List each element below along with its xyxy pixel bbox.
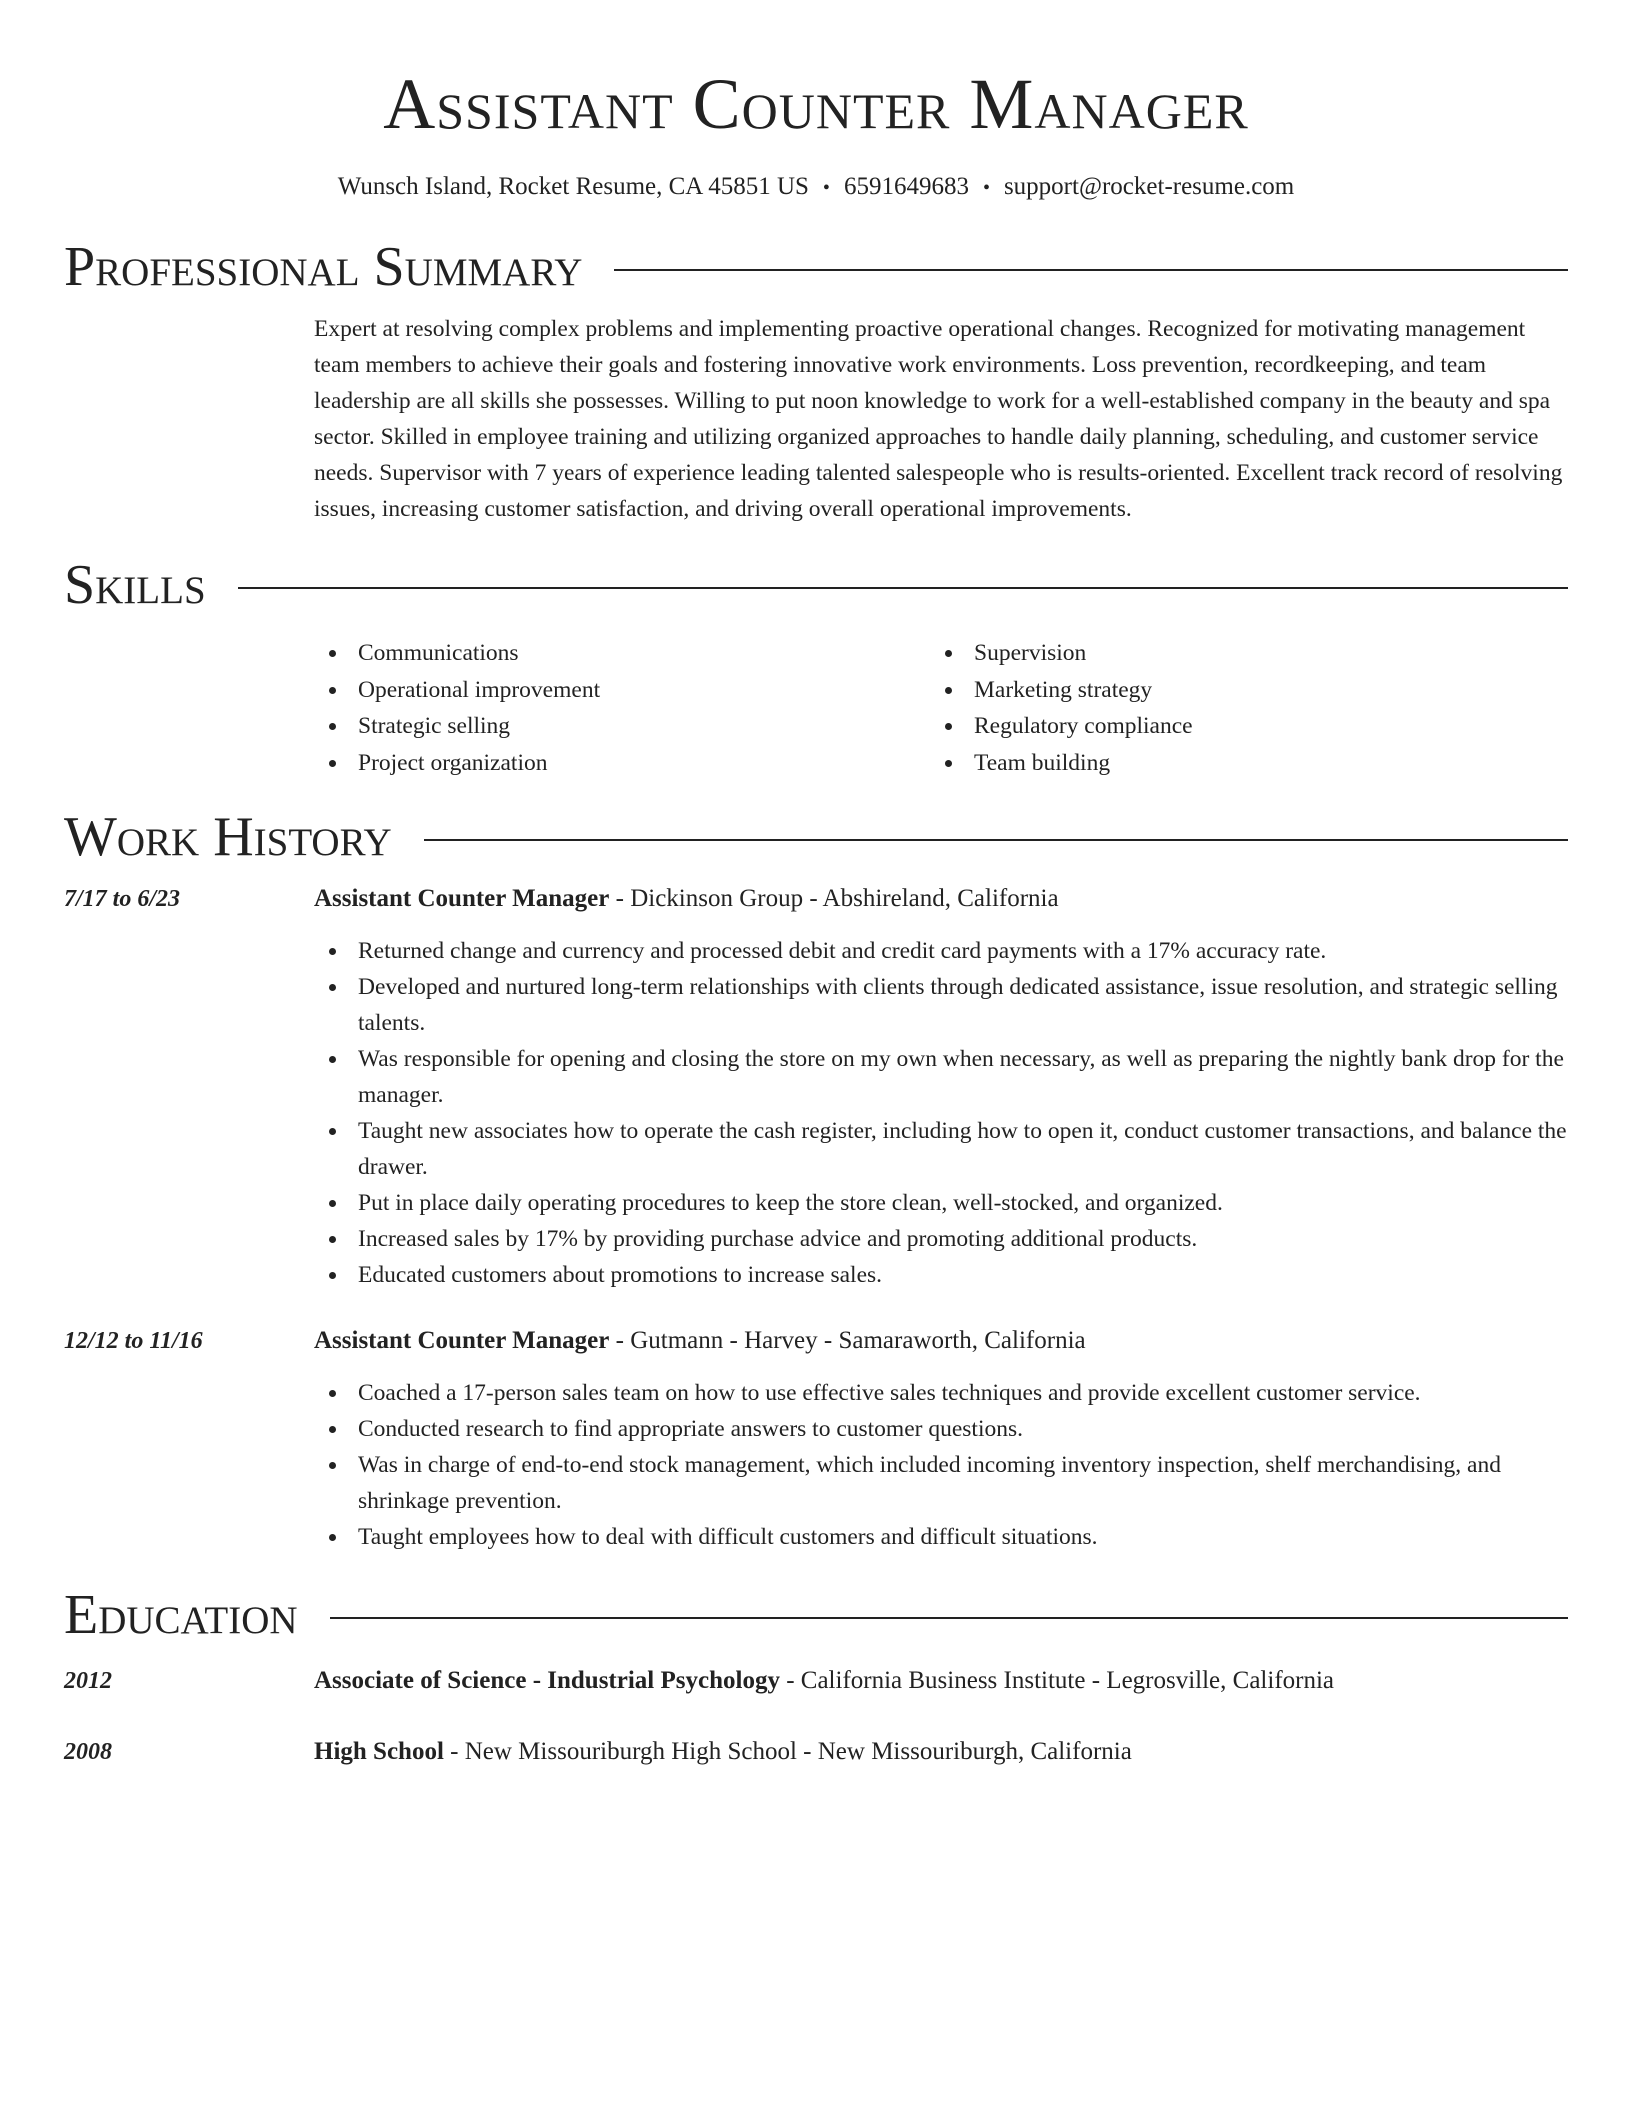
contact-email: support@rocket-resume.com: [1003, 173, 1295, 200]
skill-item: Marketing strategy: [930, 672, 1546, 708]
skills-column-left: [314, 635, 930, 781]
job-bullet: Was in charge of end-to-end stock management, which included incoming inventory inspection, shelf merchandising, and shrinkage prevention.: [314, 1447, 1568, 1519]
bullet-separator: •: [982, 177, 990, 199]
job-bullet: Returned change and currency and processed debit and credit card payments with a 17% accuracy rate.: [314, 933, 1568, 969]
education-degree: High School: [314, 1737, 444, 1765]
job-bullet: Increased sales by 17% by providing purchase advice and promoting additional products.: [314, 1221, 1568, 1257]
education-entry: [64, 1663, 1568, 1699]
education-heading: [314, 1734, 1568, 1770]
summary-section-header: [64, 235, 1568, 299]
education-year: 2008: [64, 1738, 112, 1765]
job-dates: 12/12 to 11/16: [64, 1327, 203, 1354]
summary-text: Expert at resolving complex problems and implementing proactive operational changes. Recognized for motivating management team members to achieve their goals and fostering innovative work environments. Loss prevention, recordkeeping, and team leadership are all skills she possesses. Willing to put noon knowledge to work for a well-established company in the beauty and spa sector. Skilled in employee training and utilizing organized approaches to handle daily planning, scheduling, and customer service needs. Supervisor with 7 years of experience leading talented salespeople who is results-oriented. Excellent track record of resolving issues, increasing customer satisfaction, and driving overall operational improvements.: [314, 316, 1563, 522]
section-divider: [238, 587, 1568, 589]
job-bullets: [314, 1375, 1568, 1555]
education-section-header: [64, 1583, 1568, 1647]
job-role: Assistant Counter Manager: [314, 884, 610, 912]
job-role: Assistant Counter Manager: [314, 1326, 610, 1354]
contact-address: Wunsch Island, Rocket Resume, CA 45851 US: [337, 173, 809, 200]
education-entry: [64, 1734, 1568, 1770]
job-entry: [64, 1323, 1568, 1555]
job-bullet: Developed and nurtured long-term relationships with clients through dedicated assistance, issue resolution, and strategic selling talents.: [314, 969, 1568, 1041]
contact-phone: 6591649683: [843, 173, 969, 200]
job-bullet: Conducted research to find appropriate answers to customer questions.: [314, 1411, 1568, 1447]
section-divider: [330, 1617, 1568, 1619]
skill-item: Supervision: [930, 635, 1546, 671]
section-divider: [424, 839, 1568, 841]
job-bullet: Put in place daily operating procedures to keep the store clean, well-stocked, and organized.: [314, 1185, 1568, 1221]
skill-item: Communications: [314, 635, 930, 671]
skill-item: Project organization: [314, 745, 930, 781]
candidate-name: Assistant Counter Manager: [383, 64, 1249, 144]
education-school: - New Missouriburgh High School - New Missouriburgh, California: [450, 1737, 1132, 1765]
work-section-header: [64, 805, 1568, 869]
skill-item: Strategic selling: [314, 708, 930, 744]
job-entry: [64, 881, 1568, 1293]
job-bullet: Taught employees how to deal with difficult customers and difficult situations.: [314, 1519, 1568, 1555]
job-heading: [314, 1323, 1568, 1359]
skills-section-header: [64, 553, 1568, 617]
skills-title: Skills: [64, 554, 206, 616]
education-title: Education: [64, 1583, 298, 1646]
job-dates: 7/17 to 6/23: [64, 885, 181, 912]
job-bullet: Was responsible for opening and closing the store on my own when necessary, as well as preparing the nightly bank drop for the manager.: [314, 1041, 1568, 1113]
skill-item: Operational improvement: [314, 672, 930, 708]
bullet-separator: •: [822, 177, 830, 199]
skills-list: [314, 635, 1568, 781]
education-degree: Associate of Science - Industrial Psychology: [314, 1666, 780, 1694]
job-company: - Dickinson Group - Abshireland, California: [615, 884, 1059, 912]
education-year: 2012: [64, 1667, 112, 1694]
work-title: Work History: [64, 805, 392, 868]
contact-line: [64, 170, 1568, 205]
job-company: - Gutmann - Harvey - Samaraworth, California: [615, 1326, 1086, 1354]
education-school: - California Business Institute - Legrosville, California: [786, 1666, 1335, 1694]
job-heading: [314, 881, 1568, 917]
education-heading: [314, 1663, 1568, 1699]
skill-item: Team building: [930, 745, 1546, 781]
section-divider: [614, 269, 1568, 271]
summary-title: Professional Summary: [64, 236, 583, 298]
skill-item: Regulatory compliance: [930, 708, 1546, 744]
job-bullet: Coached a 17-person sales team on how to use effective sales techniques and provide excellent customer service.: [314, 1375, 1568, 1411]
job-bullet: Educated customers about promotions to increase sales.: [314, 1257, 1568, 1293]
job-bullets: [314, 933, 1568, 1293]
job-bullet: Taught new associates how to operate the cash register, including how to open it, conduct customer transactions, and balance the drawer.: [314, 1113, 1568, 1185]
skills-column-right: [930, 635, 1546, 781]
